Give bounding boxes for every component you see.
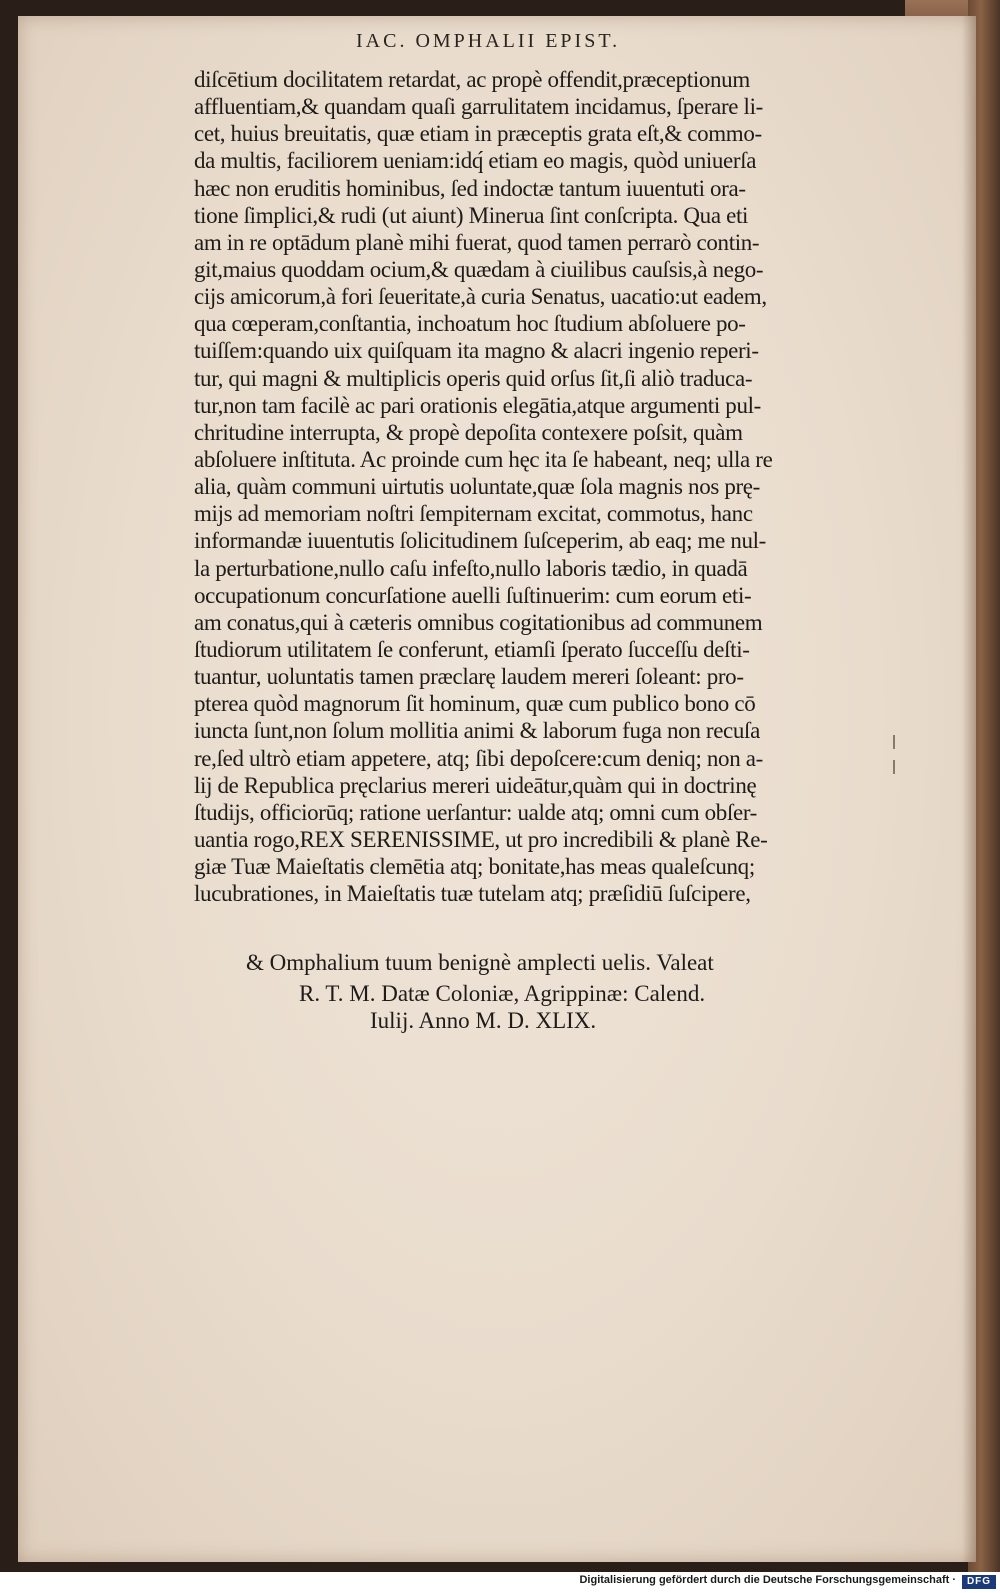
text-line: tur, qui magni & multiplicis operis quid orſus ſit,ſi aliò traduca-	[194, 365, 753, 391]
text-line: lucubrationes, in Maieſtatis tuæ tutelam atq; præſidiū ſuſcipere,	[194, 881, 751, 907]
text-line: re,ſed ultrò etiam appetere, atq; ſibi depoſcere:cum deniq; non a-	[194, 745, 763, 771]
text-line: chritudine interrupta, & propè depoſita contexere poſsit, quàm	[194, 419, 743, 445]
margin-mark	[893, 760, 895, 774]
text-line: affluentiam,& quandam quaſi garrulitatem incidamus, ſperare li-	[194, 94, 763, 120]
text-line: mijs ad memoriam noſtri ſempiternam excitat, commotus, hanc	[194, 501, 753, 527]
running-head: IAC. OMPHALII EPIST.	[356, 30, 621, 52]
text-line: cijs amicorum,à fori ſeueritate,à curia Senatus, uacatio:ut eadem,	[194, 284, 767, 310]
text-line: am conatus,qui à cæteris omnibus cogitationibus ad communem	[194, 609, 763, 635]
text-line: uantia rogo,REX SERENISSIME, ut pro incredibili & planè Re-	[194, 826, 768, 852]
dfg-logo-icon: DFG	[962, 1575, 996, 1589]
text-line: alia, quàm communi uirtutis uoluntate,quæ ſola magnis nos prę-	[194, 474, 760, 500]
text-line: tione ſimplici,& rudi (ut aiunt) Minerua ſint conſcripta. Qua eti	[194, 202, 749, 228]
text-line: iuncta ſunt,non ſolum mollitia animi & laborum fuga non recuſa	[194, 718, 760, 744]
text-line: tuantur, uoluntatis tamen præclarę laudem mereri ſoleant: pro-	[194, 664, 744, 690]
footer-bar	[0, 1572, 1000, 1593]
text-line: da multis, faciliorem ueniam:idq́ etiam eo magis, quòd uniuerſa	[194, 148, 757, 174]
text-line: diſcētium docilitatem retardat, ac propè offendit,præceptionum	[194, 67, 750, 92]
text-line: hæc non eruditis hominibus, ſed indoctæ tantum iuuentuti ora-	[194, 175, 746, 201]
margin-mark	[893, 735, 895, 749]
text-line: tuiſſem:quando uix quiſquam ita magno & alacri ingenio reperi-	[194, 338, 759, 364]
closing-line: R. T. M. Datæ Coloniæ, Agrippinæ: Calend.	[299, 981, 706, 1006]
text-line: giæ Tuæ Maieſtatis clemētia atq; bonitate,has meas qualeſcunq;	[194, 854, 755, 880]
page-shadow	[962, 16, 976, 1562]
text-line: occupationum concurſatione auelli ſuſtinuerim: cum eorum eti-	[194, 582, 752, 608]
closing-line: Iulij. Anno M. D. XLIX.	[370, 1008, 597, 1033]
text-line: pterea quòd magnorum ſit hominum, quæ cum publico bono cō	[194, 691, 756, 717]
text-line: tur,non tam facilè ac pari orationis elegātia,atque argumenti pul-	[194, 392, 761, 418]
text-line: qua cœperam,conſtantia, inchoatum hoc ſtudium abſoluere po-	[194, 311, 746, 337]
body-text	[194, 66, 874, 907]
text-line: git,maius quoddam ocium,& quædam à ciuilibus cauſsis,à nego-	[194, 256, 764, 282]
closing-line: & Omphalium tuum benignè amplecti uelis. Valeat	[246, 950, 714, 975]
text-line: lij de Republica pręclarius mereri uideātur,quàm qui in doctrinę	[194, 772, 757, 798]
footer-credit: Digitalisierung gefördert durch die Deutsche Forschungsgemeinschaft ·	[579, 1574, 956, 1586]
text-line: ſtudiorum utilitatem ſe conferunt, etiamſi ſperato ſucceſſu deſti-	[194, 636, 750, 662]
text-line: la perturbatione,nullo caſu infeſto,nullo laboris tædio, in quadā	[194, 555, 748, 581]
text-line: cet, huius breuitatis, quæ etiam in præceptis grata eſt,& commo-	[194, 121, 762, 147]
text-line: abſoluere inſtituta. Ac proinde cum hęc ita ſe habeant, neq; ulla re	[194, 446, 773, 472]
text-line: informandæ iuuentutis ſolicitudinem ſuſceperim, ab eaq; me nul-	[194, 528, 766, 554]
text-line: am in re optādum planè mihi fuerat, quod tamen perrarò contin-	[194, 229, 760, 255]
text-line: ſtudijs, officiorūq; ratione uerſantur: ualde atq; omni cum obſer-	[194, 799, 757, 825]
